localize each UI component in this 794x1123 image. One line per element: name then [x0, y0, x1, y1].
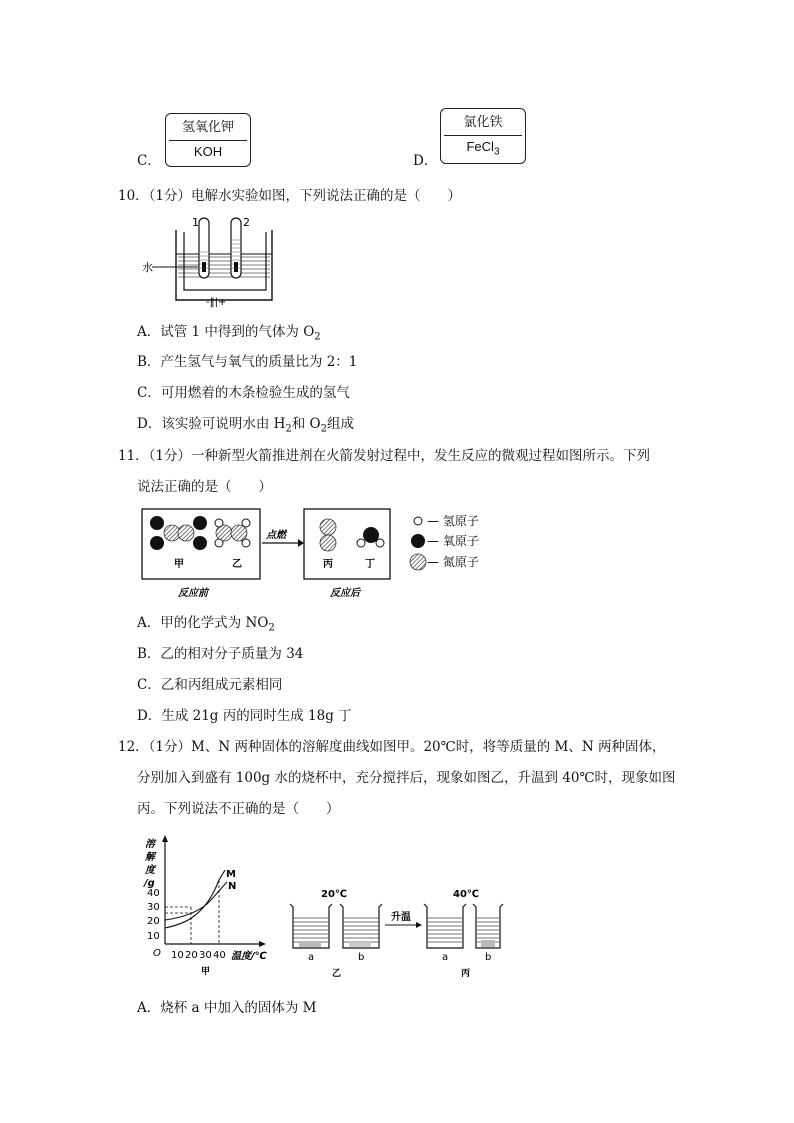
- y-tick: 20: [147, 916, 160, 927]
- question-12-stem-line3: 丙。下列说法不正确的是（ ）: [137, 801, 340, 817]
- subscript: 2: [285, 423, 292, 435]
- reagent-name: 氯化铁: [463, 115, 503, 130]
- option-text: A．试管 1 中得到的气体为 O: [137, 324, 315, 340]
- subscript: 2: [268, 622, 275, 634]
- formula-main: FeCl: [466, 139, 494, 154]
- y-label-4: /g: [144, 878, 155, 889]
- question-12-option-a: A．烧杯 a 中加入的固体为 M: [137, 1000, 317, 1016]
- formula-subscript: 3: [493, 146, 500, 158]
- legend-oxygen: — 氧原子: [427, 534, 479, 548]
- option-text: 组成: [327, 416, 354, 432]
- x-tick: 40: [213, 950, 226, 961]
- label-after: 反应后: [330, 588, 360, 599]
- reaction-micro-figure: [140, 505, 500, 603]
- y-label-2: 解: [145, 852, 155, 863]
- question-11-stem-line1: 11．（1分）一种新型火箭推进剂在火箭发射过程中，发生反应的微观过程如图所示。下列: [118, 448, 651, 464]
- question-10-stem: 10．（1分）电解水实验如图，下列说法正确的是（ ）: [118, 188, 462, 204]
- reaction-arrowhead: [298, 539, 304, 547]
- y-tick: 30: [147, 902, 160, 913]
- temp-40-label: 40℃: [453, 889, 480, 900]
- label-jia: 甲: [201, 967, 211, 977]
- legend: [410, 514, 479, 570]
- arrow-label: 点燃: [266, 530, 286, 541]
- battery-symbol: -‖|+: [206, 297, 227, 308]
- origin-label: O: [153, 948, 161, 959]
- question-11-option-c: C．乙和丙组成元素相同: [137, 677, 283, 693]
- x-axis-label: 温度/℃: [231, 951, 267, 962]
- y-label-1: 溶: [145, 839, 155, 850]
- question-11-option-b: B．乙的相对分子质量为 34: [137, 646, 304, 662]
- legend-nitrogen-symbol: [410, 554, 426, 570]
- x-axis-arrow: [259, 941, 266, 947]
- beaker-b-label: b: [358, 952, 365, 963]
- y-axis-arrow: [162, 835, 168, 842]
- heat-label: 升温: [391, 912, 411, 923]
- label-jia: 甲: [174, 559, 184, 570]
- label-ding: 丁: [365, 559, 375, 570]
- question-10-option-c: C．可用燃着的木条检验生成的氢气: [137, 385, 350, 401]
- label-yi: 乙: [332, 969, 342, 979]
- y-label-3: 度: [145, 865, 155, 876]
- x-tick: 30: [199, 950, 212, 961]
- tube-2-label: 2: [243, 216, 250, 229]
- question-11-option-d: D．生成 21g 丙的同时生成 18g 丁: [137, 708, 352, 724]
- x-tick: 10: [171, 950, 184, 961]
- legend-hydrogen: — 氢原子: [427, 514, 479, 528]
- curve-m: [165, 870, 225, 928]
- option-text: 和 O: [291, 416, 321, 432]
- beaker-a-label: a: [442, 952, 449, 963]
- question-11-option-a: [137, 613, 275, 633]
- option-text: D．该实验可说明水由 H: [137, 416, 286, 432]
- x-tick: 20: [185, 950, 198, 961]
- tube-1-label: 1: [192, 216, 199, 229]
- beaker-figure: [285, 882, 505, 982]
- question-10-option-d: [137, 414, 354, 434]
- curve-m-label: M: [226, 869, 236, 880]
- beaker-yi-b: [340, 904, 382, 948]
- reagent-name: 氢氧化钾: [181, 120, 234, 135]
- subscript: 2: [320, 423, 327, 435]
- option-text: A．甲的化学式为 NO: [137, 615, 269, 631]
- option-c-marker: C．: [137, 153, 161, 169]
- legend-hydrogen-symbol: [414, 517, 422, 525]
- question-10-option-b: B．产生氢气与氧气的质量比为 2：1: [137, 354, 358, 370]
- question-11-stem-line2: 说法正确的是（ ）: [137, 479, 272, 495]
- question-12-stem-line2: 分别加入到盛有 100g 水的烧杯中，充分搅拌后，现象如图乙，升温到 40℃时，现象如图: [137, 770, 676, 786]
- reagent-label-fecl: [440, 108, 526, 164]
- label-yi: 乙: [232, 559, 242, 570]
- reagent-formula: KOH: [193, 144, 223, 159]
- electrolysis-figure: [138, 212, 288, 308]
- label-bing: 丙: [323, 559, 333, 570]
- temp-20-label: 20℃: [321, 889, 348, 900]
- option-d-marker: D．: [413, 153, 438, 169]
- y-tick: 40: [147, 888, 160, 899]
- beaker-yi-a: [290, 904, 332, 948]
- beaker-b-label: b: [485, 952, 492, 963]
- curve-n-label: N: [228, 881, 237, 892]
- beaker-a-label: a: [308, 952, 315, 963]
- electrode-2: [234, 262, 238, 272]
- legend-nitrogen: — 氮原子: [427, 555, 479, 569]
- beaker-bing-a: [424, 904, 466, 948]
- heat-arrowhead: [416, 922, 422, 928]
- beaker-bing-b: [473, 904, 503, 948]
- reagent-label-koh: [165, 113, 251, 167]
- question-12-stem-line1: 12．（1分）M、N 两种固体的溶解度曲线如图甲。20℃时，将等质量的 M、N 两种固体，: [118, 739, 666, 755]
- legend-oxygen-symbol: [411, 534, 425, 548]
- solubility-curve-figure: [135, 832, 275, 982]
- guide-lines: [165, 880, 219, 944]
- water-label: 水: [142, 261, 153, 274]
- subscript: 2: [314, 331, 321, 343]
- label-before: 反应前: [178, 588, 208, 599]
- label-bing: 丙: [461, 969, 471, 979]
- y-tick: 10: [147, 931, 160, 942]
- electrode-1: [202, 262, 206, 272]
- question-10-option-a: [137, 322, 321, 342]
- reagent-formula: [441, 136, 525, 160]
